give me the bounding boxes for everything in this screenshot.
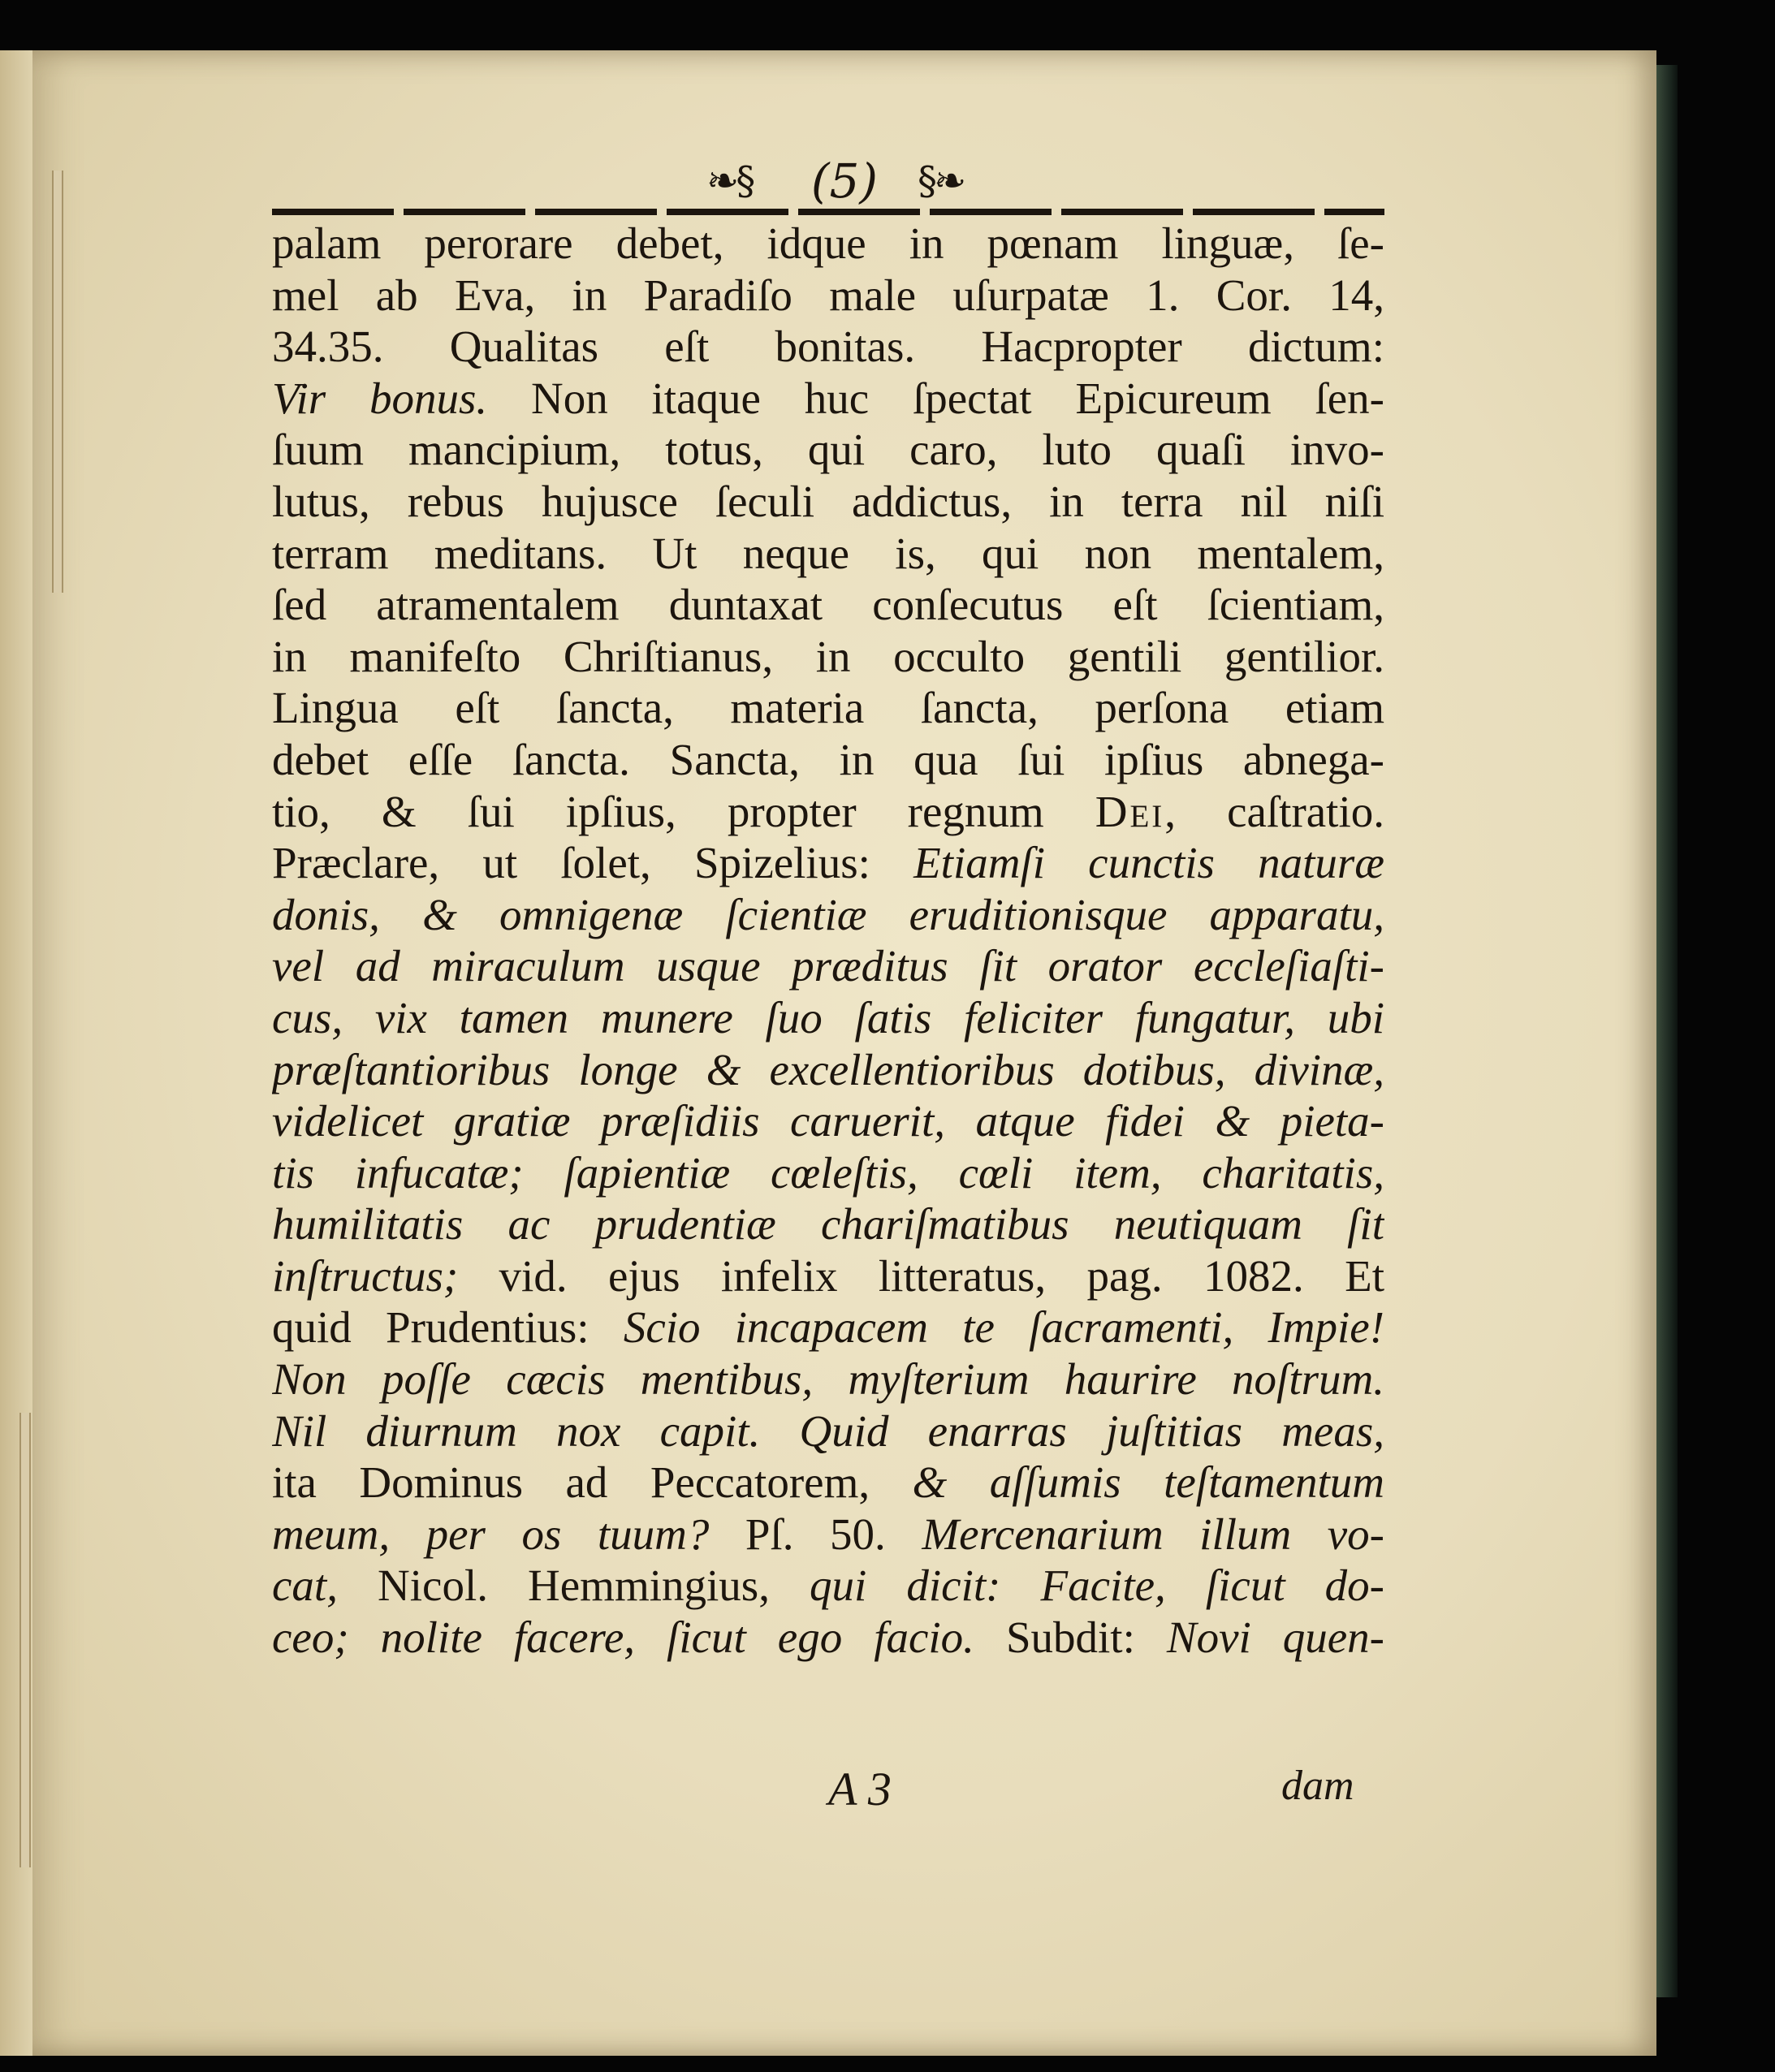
body-text: [272, 218, 1384, 1664]
text-segment: tio, & ſui ipſius, propter regnum: [272, 786, 1095, 836]
text-segment: tis infucatæ; ſapientiæ cœleſtis, cœli item, charitatis,: [272, 1147, 1384, 1198]
catchword: dam: [1281, 1763, 1354, 1809]
text-segment: terram meditans. Ut neque is, qui non mentalem,: [272, 528, 1384, 578]
text-line: [272, 992, 1384, 1044]
text-segment: lutus, rebus hujusce ſeculi addictus, in terra nil niſi: [272, 476, 1384, 526]
text-segment: præſtantioribus longe & excellentioribus dotibus, divinæ,: [272, 1044, 1384, 1094]
text-segment: Mercenarium illum vo-: [922, 1509, 1384, 1559]
text-line: [272, 1509, 1384, 1560]
text-segment: donis, & omnigenæ ſcientiæ eruditionisque apparatu,: [272, 889, 1384, 939]
text-segment: videlicet gratiæ præſidiis caruerit, atque fidei & pieta-: [272, 1096, 1384, 1146]
text-segment: quid Prudentius:: [272, 1302, 624, 1353]
text-line: [272, 1560, 1384, 1612]
text-line: [272, 682, 1384, 734]
binding-stitch: [52, 171, 63, 593]
text-segment: debet eſſe ſancta. Sancta, in qua ſui ipſius abnega-: [272, 734, 1384, 784]
binding-stitch: [19, 1413, 31, 1867]
text-segment: , caſtratio.: [1164, 786, 1384, 836]
text-segment: vel ad miraculum usque præditus ſit orator eccleſiaſti-: [272, 941, 1384, 991]
text-line: [272, 1044, 1384, 1096]
text-segment: Vir bonus.: [272, 373, 488, 423]
text-segment: ſed atramentalem duntaxat conſecutus eſt ſcientiam,: [272, 580, 1384, 630]
text-line: [272, 1457, 1384, 1509]
text-line: [272, 528, 1384, 580]
text-line: [272, 1353, 1384, 1405]
text-segment: in manifeſto Chriſtianus, in occulto gentili gentilior.: [272, 631, 1384, 681]
text-segment: & aſſumis teſtamentum: [912, 1457, 1384, 1508]
text-segment: Nil diurnum nox capit. Quid enarras juſtitias meas,: [272, 1405, 1384, 1456]
ornament-right-icon: §❧: [918, 158, 964, 204]
header-rule: [272, 209, 1384, 215]
text-segment: 34.35. Qualitas eſt bonitas. Hacpropter dictum:: [272, 322, 1384, 372]
text-line: [272, 786, 1384, 838]
text-segment: Dei: [1095, 786, 1165, 836]
text-segment: Novi quen-: [1166, 1612, 1384, 1663]
text-segment: cus, vix tamen munere ſuo ſatis feliciter fungatur, ubi: [272, 992, 1384, 1042]
running-header: [276, 153, 1380, 215]
text-segment: Lingua eſt ſancta, materia ſancta, perſona etiam: [272, 683, 1384, 733]
text-line: [272, 1301, 1384, 1353]
text-line: [272, 579, 1384, 631]
page-number: (5): [810, 153, 879, 209]
text-segment: vid. ejus infelix litteratus, pag. 1082. Et: [458, 1250, 1384, 1301]
text-segment: Pſ. 50.: [709, 1509, 922, 1559]
text-segment: Subdit:: [974, 1612, 1167, 1663]
text-line: [272, 1198, 1384, 1250]
text-segment: Scio incapacem te ſacramenti, Impie!: [623, 1302, 1384, 1353]
text-line: [272, 373, 1384, 425]
text-line: [272, 631, 1384, 683]
text-line: [272, 940, 1384, 992]
text-line: [272, 424, 1384, 476]
signature-mark: A 3: [828, 1763, 892, 1815]
text-line: [272, 1405, 1384, 1457]
text-line: [272, 321, 1384, 373]
text-segment: humilitatis ac prudentiæ chariſmatibus neutiquam ſit: [272, 1199, 1384, 1250]
text-segment: Etiamſi cunctis naturæ: [913, 838, 1384, 888]
text-segment: Nicol. Hemmingius,: [337, 1560, 810, 1611]
text-line: [272, 734, 1384, 786]
text-line: [272, 1147, 1384, 1199]
text-segment: cat,: [272, 1560, 338, 1611]
text-line: [272, 889, 1384, 941]
text-segment: meum, per os tuum?: [272, 1509, 710, 1559]
text-line: [272, 1250, 1384, 1302]
text-segment: ſuum mancipium, totus, qui caro, luto quaſi invo-: [272, 425, 1384, 475]
text-line: [272, 1612, 1384, 1664]
text-segment: inſtructus;: [272, 1250, 459, 1301]
text-line: [272, 837, 1384, 889]
text-line: [272, 270, 1384, 322]
text-segment: qui dicit: Facite, ſicut do-: [810, 1560, 1384, 1611]
text-segment: mel ab Eva, in Paradiſo male uſurpatæ 1. Cor. 14,: [272, 270, 1384, 320]
text-segment: Non itaque huc ſpectat Epicureum ſen-: [487, 373, 1384, 423]
text-line: [272, 476, 1384, 528]
text-segment: ceo; nolite facere, ſicut ego facio.: [272, 1612, 974, 1663]
page-edge: [1656, 65, 1678, 1997]
text-segment: Non poſſe cæcis mentibus, myſterium haurire noſtrum.: [272, 1354, 1384, 1405]
text-line: [272, 1095, 1384, 1147]
text-segment: palam perorare debet, idque in pœnam linguæ, ſe-: [272, 218, 1384, 268]
text-segment: ita Dominus ad Peccatorem,: [272, 1457, 913, 1508]
text-line: [272, 218, 1384, 270]
ornament-left-icon: ❧§: [706, 158, 753, 204]
text-segment: Præclare, ut ſolet, Spizelius:: [272, 838, 914, 888]
